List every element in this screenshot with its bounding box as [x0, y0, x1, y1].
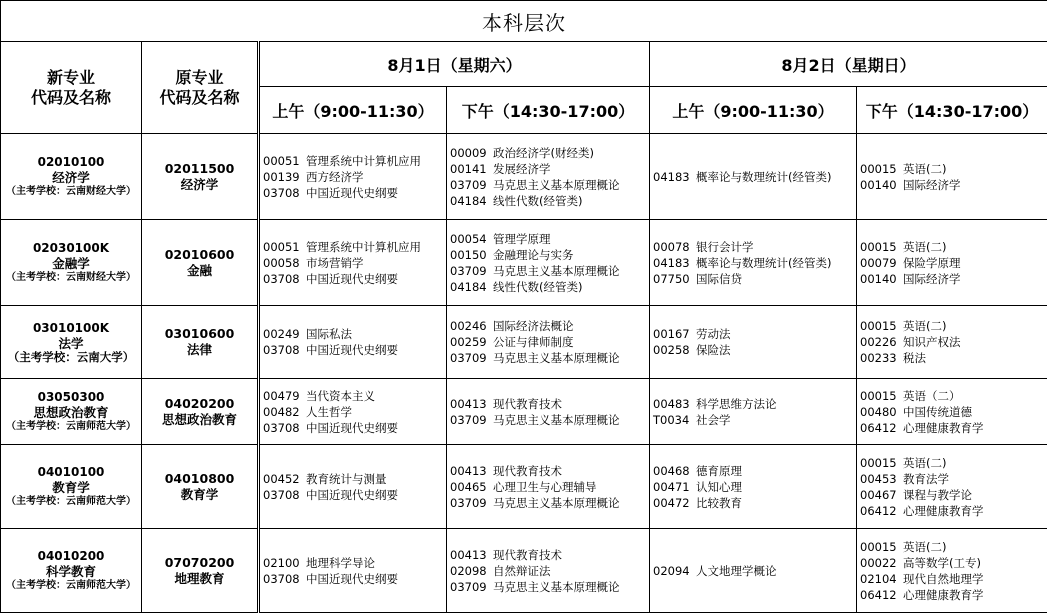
courses-d1am [259, 529, 447, 613]
course-entry [653, 255, 856, 271]
course-entry [450, 193, 649, 209]
course-name: 英语（二） [903, 389, 961, 403]
course-code: 07750 [653, 271, 696, 287]
course-name: 心理健康教育学 [903, 588, 984, 602]
course-name: 现代教育技术 [493, 548, 562, 562]
course-entry [653, 342, 856, 358]
course-code: 00471 [653, 479, 696, 495]
course-entry [653, 412, 856, 428]
new-major-code: 03050300 [1, 390, 141, 405]
courses-d1am [259, 445, 447, 529]
course-entry [860, 239, 1047, 255]
course-name: 政治经济学(财经类) [493, 146, 594, 160]
course-code: 04184 [450, 193, 493, 209]
course-code: 00413 [450, 396, 493, 412]
new-major-name: 科学教育 [1, 564, 141, 579]
course-name: 管理系统中计算机应用 [306, 154, 421, 168]
course-entry [263, 388, 446, 404]
day2-pm-header: 下午（14:30-17:00） [857, 87, 1047, 134]
new-major-header [1, 42, 142, 134]
course-code: 00452 [263, 471, 306, 487]
old-major-cell [142, 134, 259, 220]
course-code: 00468 [653, 463, 696, 479]
course-name: 国际私法 [306, 327, 352, 341]
course-code: 00015 [860, 455, 903, 471]
course-entry [450, 145, 649, 161]
course-name: 知识产权法 [903, 335, 961, 349]
course-name: 金融理论与实务 [493, 248, 574, 262]
courses-d1am [259, 379, 447, 445]
new-major-name: 教育学 [1, 480, 141, 495]
courses-d2am [650, 306, 857, 379]
course-name: 心理健康教育学 [903, 504, 984, 518]
course-entry [860, 255, 1047, 271]
course-code: 00022 [860, 555, 903, 571]
courses-d2pm [857, 529, 1047, 613]
course-entry [263, 342, 446, 358]
course-code: T0034 [653, 412, 696, 428]
course-entry [653, 495, 856, 511]
school-note: （主考学校：云南财经大学） [1, 185, 141, 198]
course-entry [860, 404, 1047, 420]
course-code: 00015 [860, 161, 903, 177]
course-code: 03708 [263, 342, 306, 358]
course-entry [860, 571, 1047, 587]
course-code: 03708 [263, 420, 306, 436]
course-code: 03709 [450, 177, 493, 193]
old-major-name: 教育学 [142, 487, 257, 503]
course-name: 认知心理 [696, 480, 742, 494]
course-code: 00226 [860, 334, 903, 350]
old-major-code: 04020200 [142, 396, 257, 412]
course-code: 00465 [450, 479, 493, 495]
course-entry [450, 495, 649, 511]
course-name: 英语(二) [903, 540, 946, 554]
course-name: 现代自然地理学 [903, 572, 984, 586]
course-entry [860, 318, 1047, 334]
old-major-name: 金融 [142, 263, 257, 279]
course-code: 03708 [263, 571, 306, 587]
course-entry [263, 555, 446, 571]
course-name: 中国近现代史纲要 [306, 186, 398, 200]
courses-d1pm [447, 529, 650, 613]
old-major-header [142, 42, 259, 134]
course-code: 02104 [860, 571, 903, 587]
course-name: 国际经济学 [903, 178, 961, 192]
course-entry [860, 388, 1047, 404]
old-major-cell [142, 306, 259, 379]
courses-d2pm [857, 379, 1047, 445]
course-entry [450, 177, 649, 193]
course-code: 00258 [653, 342, 696, 358]
course-entry [860, 503, 1047, 519]
course-entry [653, 479, 856, 495]
course-name: 心理健康教育学 [903, 421, 984, 435]
day2-header: 8月2日（星期日） [650, 42, 1047, 87]
course-name: 马克思主义基本原理概论 [493, 264, 620, 278]
course-entry [860, 471, 1047, 487]
course-name: 税法 [903, 351, 926, 365]
course-name: 马克思主义基本原理概论 [493, 351, 620, 365]
course-name: 线性代数(经管类) [493, 280, 582, 294]
course-name: 保险学原理 [903, 256, 961, 270]
course-entry [263, 169, 446, 185]
course-code: 02098 [450, 563, 493, 579]
course-name: 马克思主义基本原理概论 [493, 580, 620, 594]
course-name: 比较教育 [696, 496, 742, 510]
course-name: 中国近现代史纲要 [306, 572, 398, 586]
course-code: 06412 [860, 420, 903, 436]
old-major-code: 02010600 [142, 247, 257, 263]
old-major-cell [142, 529, 259, 613]
course-name: 中国近现代史纲要 [306, 488, 398, 502]
old-major-name: 地理教育 [142, 571, 257, 587]
course-entry [263, 153, 446, 169]
course-entry [653, 271, 856, 287]
course-code: 00009 [450, 145, 493, 161]
course-name: 地理科学导论 [306, 556, 375, 570]
courses-d1pm [447, 445, 650, 529]
new-major-code: 03010100K [1, 321, 141, 336]
course-entry [653, 326, 856, 342]
courses-d2pm [857, 134, 1047, 220]
course-name: 管理学原理 [493, 232, 551, 246]
course-name: 国际经济法概论 [493, 319, 574, 333]
course-name: 中国传统道德 [903, 405, 972, 419]
course-name: 公证与律师制度 [493, 335, 574, 349]
course-name: 英语(二) [903, 319, 946, 333]
course-name: 人文地理学概论 [696, 564, 777, 578]
school-note: （主考学校：云南师范大学） [1, 579, 141, 592]
courses-d2pm [857, 306, 1047, 379]
course-code: 00482 [263, 404, 306, 420]
course-entry [263, 571, 446, 587]
new-major-code: 04010100 [1, 465, 141, 480]
course-entry [263, 271, 446, 287]
course-name: 当代资本主义 [306, 389, 375, 403]
courses-d1pm [447, 306, 650, 379]
courses-d1pm [447, 379, 650, 445]
course-name: 劳动法 [696, 327, 731, 341]
course-code: 00058 [263, 255, 306, 271]
course-entry [860, 420, 1047, 436]
courses-d1pm [447, 134, 650, 220]
old-major-name: 法律 [142, 342, 257, 358]
course-entry [450, 334, 649, 350]
course-entry [450, 247, 649, 263]
course-name: 线性代数(经管类) [493, 194, 582, 208]
course-code: 03709 [450, 579, 493, 595]
course-entry [263, 255, 446, 271]
course-entry [860, 177, 1047, 193]
course-code: 00246 [450, 318, 493, 334]
old-major-header-line1: 原专业 [142, 68, 257, 88]
course-name: 国际经济学 [903, 272, 961, 286]
old-major-cell [142, 379, 259, 445]
new-major-code: 04010200 [1, 549, 141, 564]
course-entry [263, 326, 446, 342]
course-entry [860, 487, 1047, 503]
course-entry [860, 539, 1047, 555]
old-major-cell [142, 220, 259, 306]
course-name: 高等数学(工专) [903, 556, 981, 570]
courses-d2am [650, 529, 857, 613]
course-entry [450, 579, 649, 595]
course-name: 英语(二) [903, 240, 946, 254]
school-note: （主考学校：云南大学） [1, 351, 141, 364]
course-code: 00015 [860, 388, 903, 404]
course-entry [860, 587, 1047, 603]
day1-header: 8月1日（星期六） [259, 42, 650, 87]
course-code: 00078 [653, 239, 696, 255]
old-major-code: 07070200 [142, 555, 257, 571]
course-code: 03708 [263, 487, 306, 503]
day2-am-header: 上午（9:00-11:30） [650, 87, 857, 134]
course-code: 00015 [860, 318, 903, 334]
table-title: 本科层次 [1, 1, 1047, 42]
table-row [1, 220, 1047, 306]
new-major-header-line2: 代码及名称 [1, 88, 141, 108]
course-code: 04183 [653, 169, 696, 185]
course-code: 00079 [860, 255, 903, 271]
new-major-name: 法学 [1, 336, 141, 351]
course-entry [450, 231, 649, 247]
course-name: 教育统计与测量 [306, 472, 387, 486]
course-entry [450, 412, 649, 428]
old-major-name: 思想政治教育 [142, 412, 257, 428]
course-entry [450, 279, 649, 295]
course-name: 英语(二) [903, 456, 946, 470]
course-code: 00453 [860, 471, 903, 487]
course-name: 市场营销学 [306, 256, 364, 270]
courses-d2am [650, 220, 857, 306]
course-entry [450, 161, 649, 177]
course-code: 03709 [450, 495, 493, 511]
course-name: 马克思主义基本原理概论 [493, 413, 620, 427]
course-code: 00413 [450, 547, 493, 563]
course-name: 马克思主义基本原理概论 [493, 178, 620, 192]
new-major-cell [1, 445, 142, 529]
school-note: （主考学校：云南师范大学） [1, 495, 141, 508]
course-name: 中国近现代史纲要 [306, 343, 398, 357]
new-major-cell [1, 220, 142, 306]
course-entry [653, 463, 856, 479]
course-name: 国际信贷 [696, 272, 742, 286]
course-name: 概率论与数理统计(经管类) [696, 256, 831, 270]
course-entry [860, 455, 1047, 471]
new-major-cell [1, 529, 142, 613]
course-code: 03709 [450, 412, 493, 428]
courses-d2pm [857, 220, 1047, 306]
course-name: 中国近现代史纲要 [306, 421, 398, 435]
course-name: 人生哲学 [306, 405, 352, 419]
course-code: 00249 [263, 326, 306, 342]
course-name: 科学思维方法论 [696, 397, 777, 411]
course-name: 银行会计学 [696, 240, 754, 254]
course-name: 马克思主义基本原理概论 [493, 496, 620, 510]
new-major-code: 02030100K [1, 241, 141, 256]
course-entry [263, 185, 446, 201]
table-row [1, 529, 1047, 613]
course-entry [860, 555, 1047, 571]
course-code: 00472 [653, 495, 696, 511]
course-name: 现代教育技术 [493, 464, 562, 478]
new-major-name: 经济学 [1, 170, 141, 185]
old-major-cell [142, 445, 259, 529]
course-entry [860, 334, 1047, 350]
course-name: 保险法 [696, 343, 731, 357]
old-major-code: 02011500 [142, 161, 257, 177]
course-code: 00480 [860, 404, 903, 420]
course-code: 00054 [450, 231, 493, 247]
course-name: 自然辩证法 [493, 564, 551, 578]
course-code: 03709 [450, 350, 493, 366]
table-row [1, 306, 1047, 379]
course-entry [860, 350, 1047, 366]
course-name: 中国近现代史纲要 [306, 272, 398, 286]
course-name: 德育原理 [696, 464, 742, 478]
courses-d2am [650, 379, 857, 445]
course-name: 西方经济学 [306, 170, 364, 184]
new-major-cell [1, 134, 142, 220]
course-entry [860, 271, 1047, 287]
course-entry [653, 239, 856, 255]
course-code: 00167 [653, 326, 696, 342]
course-code: 02094 [653, 563, 696, 579]
course-entry [653, 169, 856, 185]
course-code: 00479 [263, 388, 306, 404]
course-code: 00259 [450, 334, 493, 350]
course-entry [263, 239, 446, 255]
new-major-cell [1, 379, 142, 445]
day1-pm-header: 下午（14:30-17:00） [447, 87, 650, 134]
course-entry [450, 396, 649, 412]
courses-d1am [259, 134, 447, 220]
course-code: 03709 [450, 263, 493, 279]
courses-d2am [650, 445, 857, 529]
new-major-header-line1: 新专业 [1, 68, 141, 88]
course-entry [860, 161, 1047, 177]
course-code: 00141 [450, 161, 493, 177]
school-note: （主考学校：云南师范大学） [1, 420, 141, 433]
course-name: 现代教育技术 [493, 397, 562, 411]
course-code: 00140 [860, 271, 903, 287]
course-entry [653, 563, 856, 579]
old-major-header-line2: 代码及名称 [142, 88, 257, 108]
courses-d2am [650, 134, 857, 220]
course-name: 概率论与数理统计(经管类) [696, 170, 831, 184]
course-entry [263, 420, 446, 436]
course-entry [450, 350, 649, 366]
course-name: 教育法学 [903, 472, 949, 486]
course-code: 00140 [860, 177, 903, 193]
new-major-name: 思想政治教育 [1, 405, 141, 420]
course-entry [450, 318, 649, 334]
course-entry [450, 563, 649, 579]
course-code: 00015 [860, 239, 903, 255]
course-name: 社会学 [696, 413, 731, 427]
course-code: 00233 [860, 350, 903, 366]
course-code: 00467 [860, 487, 903, 503]
course-entry [450, 479, 649, 495]
courses-d1am [259, 306, 447, 379]
table-row [1, 445, 1047, 529]
course-entry [263, 404, 446, 420]
course-code: 00051 [263, 153, 306, 169]
course-code: 04183 [653, 255, 696, 271]
course-name: 心理卫生与心理辅导 [493, 480, 597, 494]
course-code: 00015 [860, 539, 903, 555]
new-major-cell [1, 306, 142, 379]
course-entry [450, 263, 649, 279]
course-code: 04184 [450, 279, 493, 295]
table-row [1, 379, 1047, 445]
day1-am-header: 上午（9:00-11:30） [259, 87, 447, 134]
course-name: 课程与教学论 [903, 488, 972, 502]
courses-d1am [259, 220, 447, 306]
course-code: 06412 [860, 587, 903, 603]
course-code: 00150 [450, 247, 493, 263]
schedule-rows [1, 134, 1047, 613]
course-code: 03708 [263, 185, 306, 201]
new-major-name: 金融学 [1, 256, 141, 271]
course-code: 00051 [263, 239, 306, 255]
course-name: 管理系统中计算机应用 [306, 240, 421, 254]
old-major-code: 03010600 [142, 326, 257, 342]
course-name: 英语(二) [903, 162, 946, 176]
courses-d2pm [857, 445, 1047, 529]
course-entry [450, 463, 649, 479]
course-code: 03708 [263, 271, 306, 287]
old-major-code: 04010800 [142, 471, 257, 487]
course-name: 发展经济学 [493, 162, 551, 176]
course-code: 00483 [653, 396, 696, 412]
course-code: 02100 [263, 555, 306, 571]
courses-d1pm [447, 220, 650, 306]
course-entry [450, 547, 649, 563]
course-entry [263, 487, 446, 503]
old-major-name: 经济学 [142, 177, 257, 193]
table-row [1, 134, 1047, 220]
course-code: 00413 [450, 463, 493, 479]
course-entry [263, 471, 446, 487]
course-code: 00139 [263, 169, 306, 185]
new-major-code: 02010100 [1, 155, 141, 170]
course-code: 06412 [860, 503, 903, 519]
course-entry [653, 396, 856, 412]
school-note: （主考学校：云南财经大学） [1, 271, 141, 284]
